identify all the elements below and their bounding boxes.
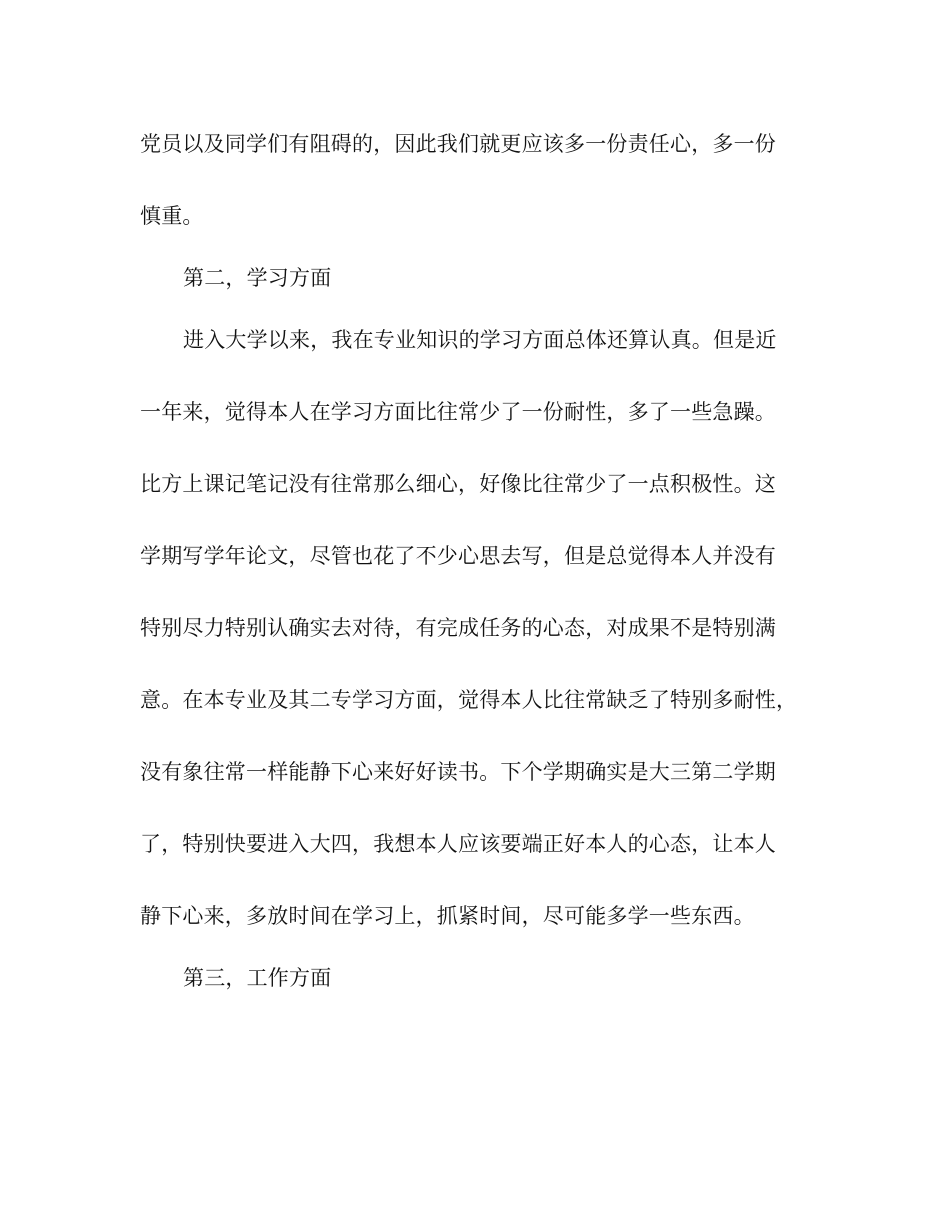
paragraph-line: 进入大学以来，我在专业知识的学习方面总体还算认真。但是近: [183, 328, 777, 352]
paragraph-line: 静下心来，多放时间在学习上，抓紧时间，尽可能多学一些东西。: [140, 904, 755, 928]
paragraph-line: 没有象往常一样能静下心来好好读书。下个学期确实是大三第二学期: [140, 760, 776, 784]
section-heading: 第二，学习方面: [183, 266, 332, 290]
section-heading: 第三，工作方面: [183, 966, 332, 990]
paragraph-line: 了，特别快要进入大四，我想本人应该要端正好本人的心态，让本人: [140, 832, 776, 856]
paragraph-line: 一年来，觉得本人在学习方面比往常少了一份耐性，多了一些急躁。: [140, 400, 776, 424]
paragraph-line: 特别尽力特别认确实去对待，有完成任务的心态，对成果不是特别满: [140, 616, 776, 640]
paragraph-line: 意。在本专业及其二专学习方面，觉得本人比往常缺乏了特别多耐性，: [140, 688, 798, 712]
paragraph-line: 比方上课记笔记没有往常那么细心，好像比往常少了一点积极性。这: [140, 472, 776, 496]
paragraph-line: 慎重。: [140, 204, 204, 228]
paragraph-line: 学期写学年论文，尽管也花了不少心思去写，但是总觉得本人并没有: [140, 544, 776, 568]
paragraph-line: 党员以及同学们有阻碍的，因此我们就更应该多一份责任心，多一份: [140, 132, 776, 156]
